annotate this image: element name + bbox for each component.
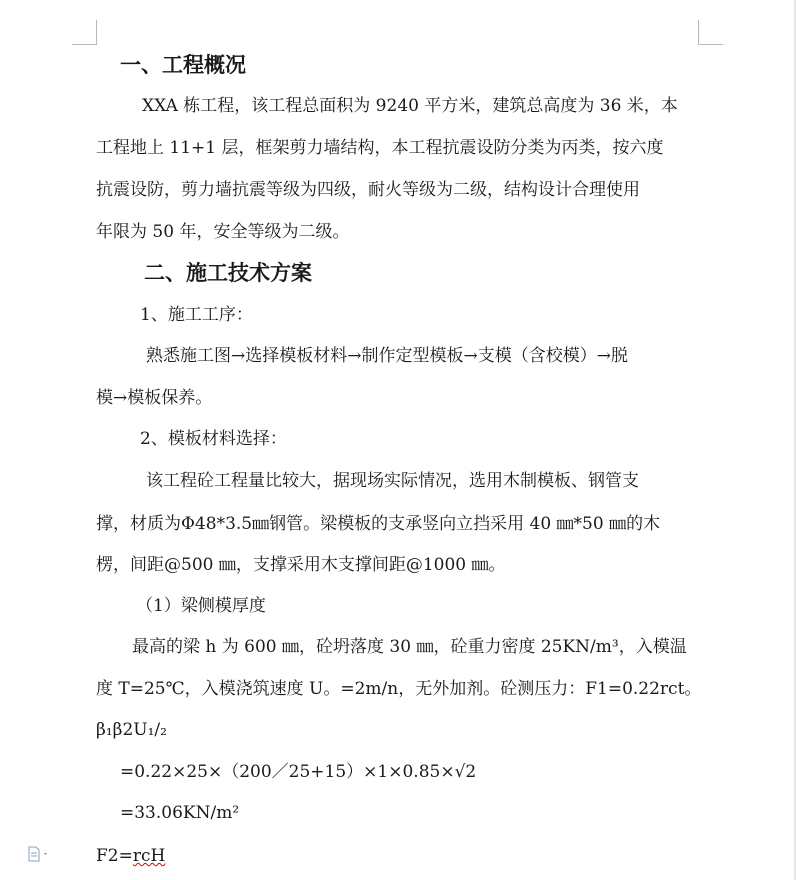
- paragraph-line: 熟悉施工图→选择模板材料→制作定型模板→支模（含校模）→脱: [146, 346, 628, 366]
- paragraph-line: 最高的梁 h 为 600 ㎜，砼坍落度 30 ㎜，砼重力密度 25KN/m³，入模温: [132, 637, 687, 657]
- paragraph-line: 撑，材质为Φ48*3.5㎜钢管。梁模板的支承竖向立挡采用 40 ㎜*50 ㎜的木: [96, 514, 661, 534]
- formula-prefix: F2=: [96, 846, 133, 866]
- paragraph-line: 楞，间距@500 ㎜，支撑采用木支撑间距@1000 ㎜。: [96, 555, 506, 575]
- subsection-title: （1）梁侧模厚度: [136, 596, 266, 616]
- section-heading-2: 二、施工技术方案: [144, 260, 312, 285]
- formula-line: =33.06KN/m²: [120, 803, 240, 823]
- step-title: 1、施工工序：: [140, 305, 253, 325]
- paragraph-line: 工程地上 11+1 层，框架剪力墙结构，本工程抗震设防分类为丙类，按六度: [96, 138, 664, 158]
- paragraph-line: XXA 栋工程，该工程总面积为 9240 平方米，建筑总高度为 36 米，本: [142, 96, 678, 116]
- paragraph-line: 该工程砼工程量比较大，据现场实际情况，选用木制模板、钢管支: [146, 471, 639, 491]
- paragraph-line: β₁β2U₁/₂: [96, 720, 167, 740]
- paragraph-line: 年限为 50 年，安全等级为二级。: [96, 222, 350, 242]
- spellcheck-underlined-text[interactable]: rcH: [132, 846, 166, 866]
- page-corner-mark-top-left: [72, 20, 97, 45]
- step-title: 2、模板材料选择：: [140, 429, 287, 449]
- formula-f2: [96, 846, 165, 866]
- paragraph-line: 模→模板保养。: [96, 388, 213, 408]
- section-heading-1: 一、工程概况: [120, 52, 246, 77]
- paragraph-line: 抗震设防，剪力墙抗震等级为四级，耐火等级为二级，结构设计合理使用: [96, 180, 640, 200]
- formula-line: =0.22×25×（200／25+15）×1×0.85×√2: [120, 762, 477, 782]
- document-icon[interactable]: [28, 846, 50, 866]
- paragraph-line: 度 T=25℃，入模浇筑速度 U。=2m/n，无外加剂。砼测压力：F1=0.22rct。: [96, 679, 702, 699]
- page-corner-mark-top-right: [698, 20, 723, 45]
